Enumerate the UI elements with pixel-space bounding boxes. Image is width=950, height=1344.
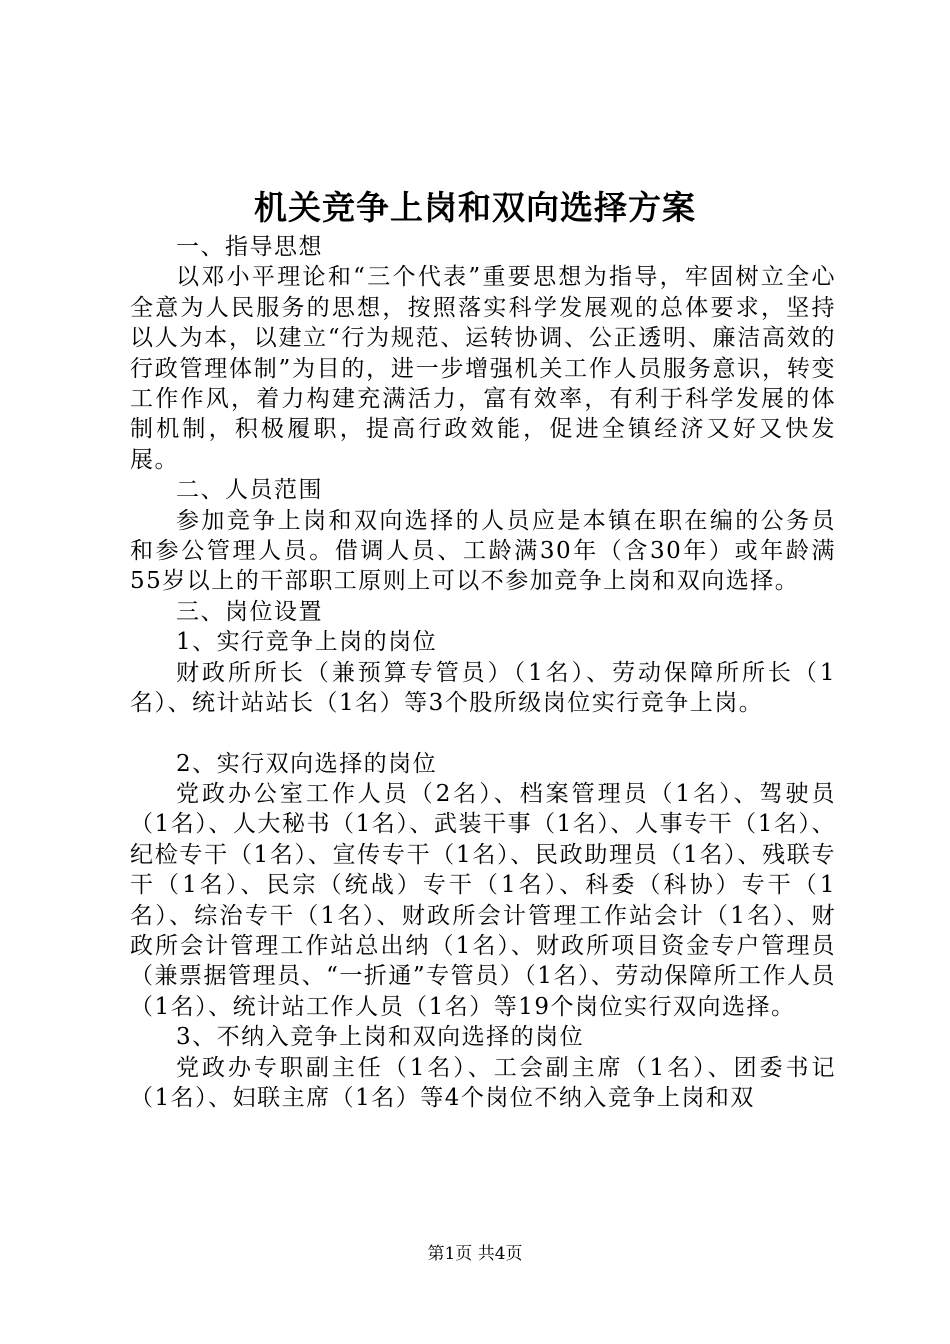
subheading-excluded-posts: 3、不纳入竞争上岗和双向选择的岗位	[176, 1024, 585, 1051]
paragraph-excluded-posts: 党政办专职副主任（1名）、工会副主席（1名）、团委书记（1名）、妇联主席（1名）等4个岗位不纳入竞争上岗和双	[130, 1054, 836, 1111]
page-footer: 第1页 共4页	[427, 1244, 523, 1264]
section-heading-post-setup: 三、岗位设置	[176, 598, 323, 625]
document-title: 机关竞争上岗和双向选择方案	[254, 188, 696, 227]
paragraph-personnel-scope: 参加竞争上岗和双向选择的人员应是本镇在职在编的公务员和参公管理人员。借调人员、工龄满30年（含30年）或年龄满55岁以上的干部职工原则上可以不参加竞争上岗和双向选择。	[130, 507, 836, 595]
paragraph-two-way-selection-posts: 党政办公室工作人员（2名）、档案管理员（1名）、驾驶员（1名）、人大秘书（1名）、武装干事（1名）、人事专干（1名）、纪检专干（1名）、宣传专干（1名）、民政助理员（1名）、残联专干（1名）、民宗（统战）专干（1名）、科委（科协）专干（1名）、综治专干（1名）、财政所会计管理工作站会计（1名）、财政所会计管理工作站总出纳（1名）、财政所项目资金专户管理员（兼票据管理员、“一折通”专管员）（1名）、劳动保障所工作人员（1名）、统计站工作人员（1名）等19个岗位实行双向选择。	[130, 780, 836, 1020]
paragraph-guiding-ideology: 以邓小平理论和“三个代表”重要思想为指导，牢固树立全心全意为人民服务的思想，按照落实科学发展观的总体要求，坚持以人为本，以建立“行为规范、运转协调、公正透明、廉洁高效的行政管理体制”为目的，进一步增强机关工作人员服务意识，转变工作作风，着力构建充满活力，富有效率，有利于科学发展的体制机制，积极履职，提高行政效能，促进全镇经济又好又快发展。	[130, 264, 836, 473]
paragraph-competitive-posts: 财政所所长（兼预算专管员）（1名）、劳动保障所所长（1名）、统计站站长（1名）等3个股所级岗位实行竞争上岗。	[130, 659, 836, 717]
section-heading-personnel-scope: 二、人员范围	[176, 477, 323, 504]
section-heading-guiding-ideology: 一、指导思想	[176, 234, 323, 260]
subheading-two-way-selection-posts: 2、实行双向选择的岗位	[176, 750, 438, 777]
subheading-competitive-posts: 1、实行竞争上岗的岗位	[176, 629, 438, 656]
document-body	[130, 232, 836, 1113]
